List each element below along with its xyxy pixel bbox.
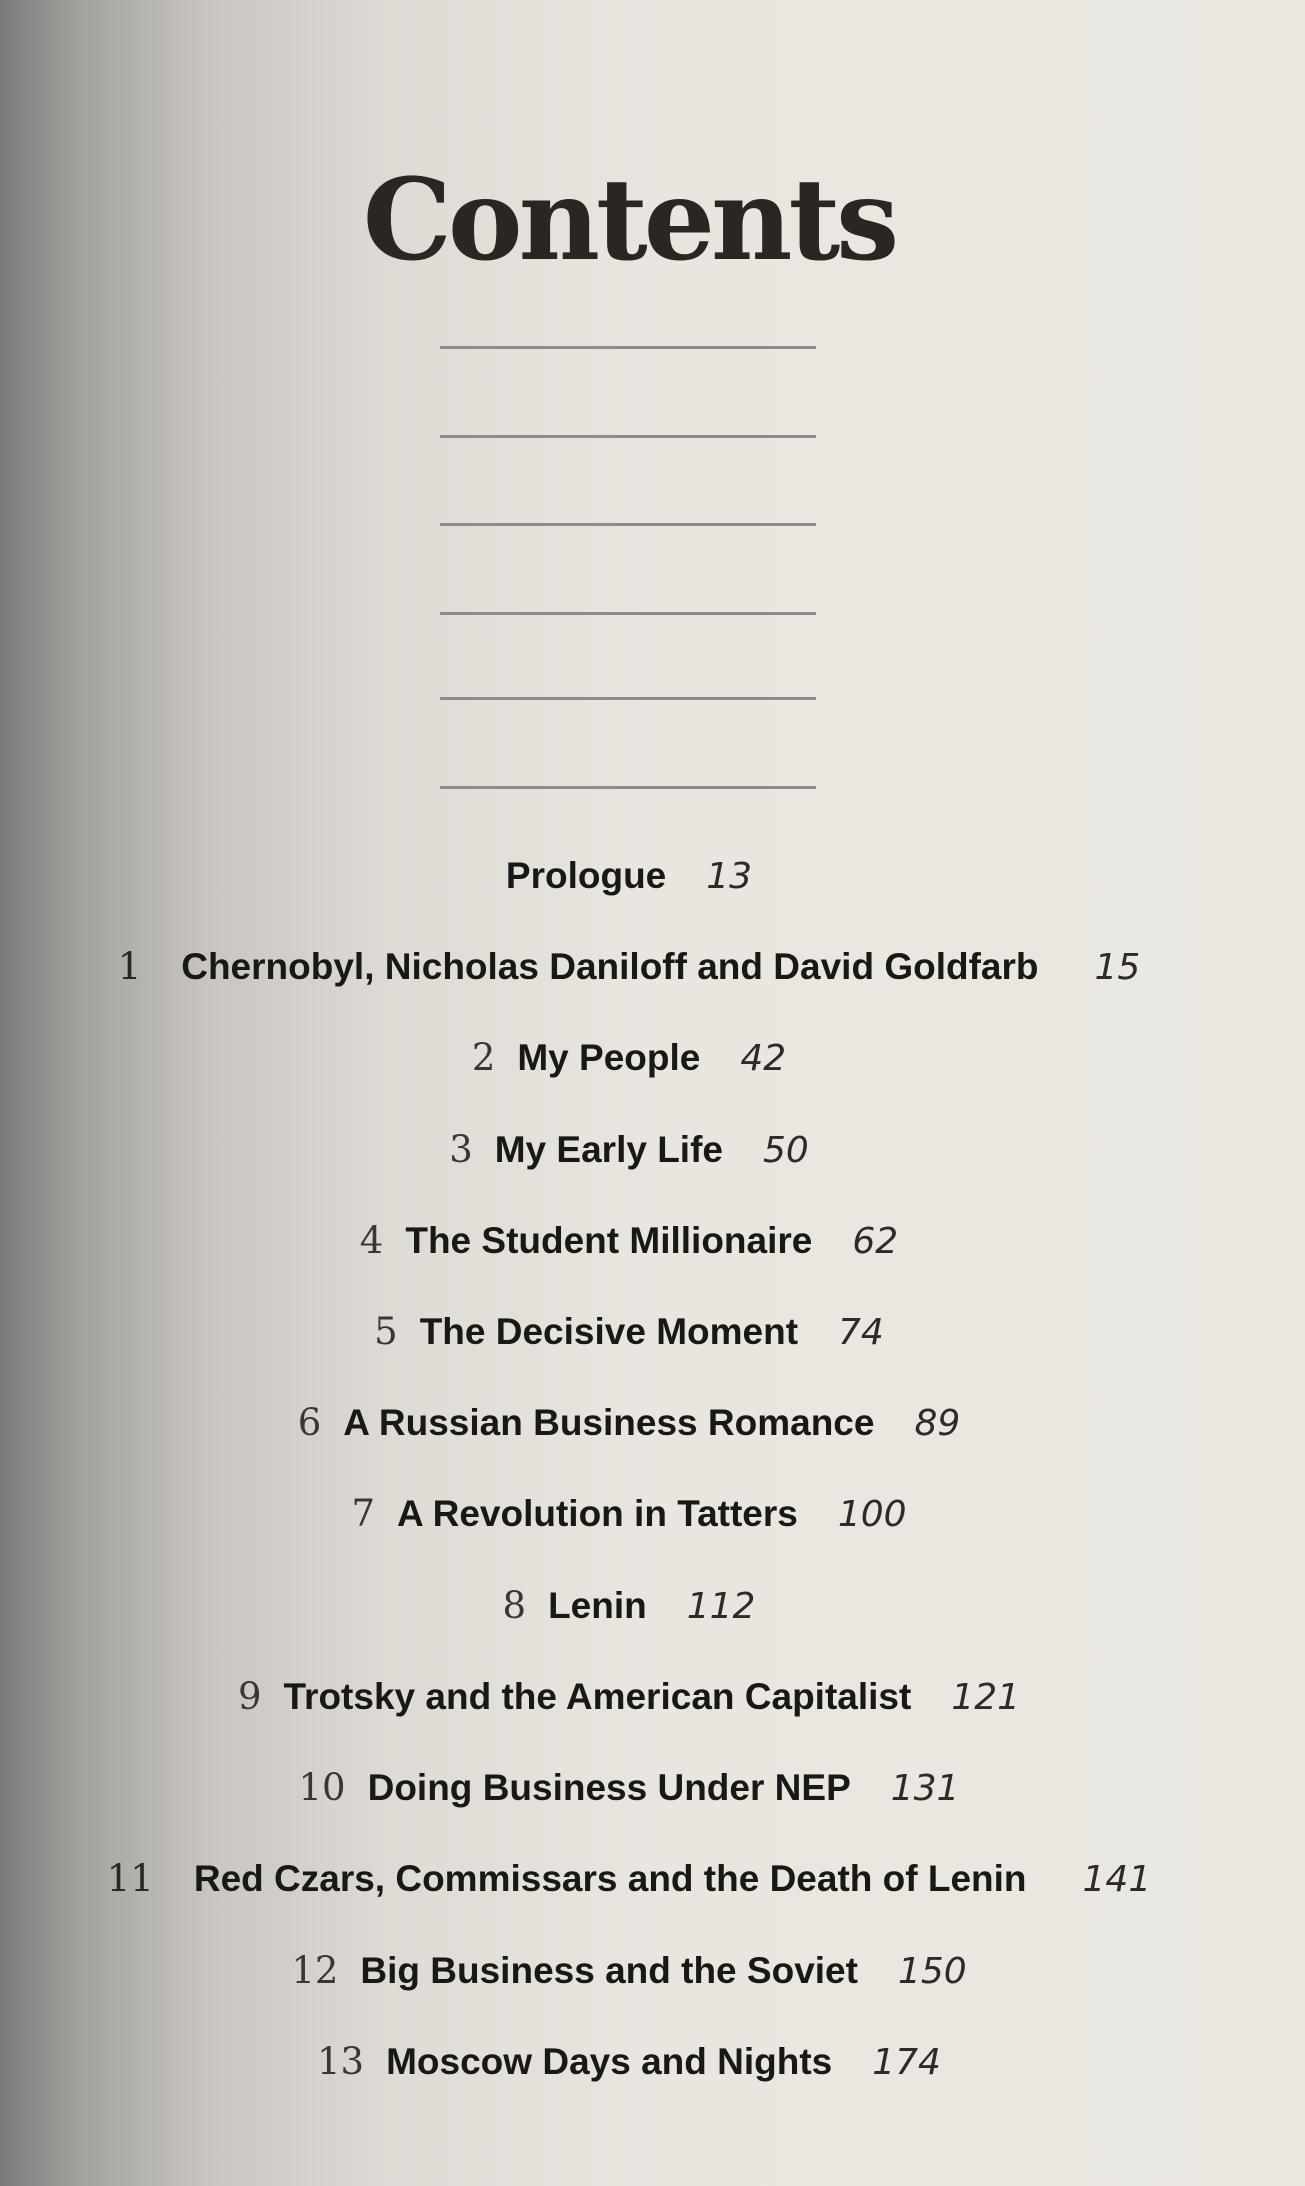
toc-number: 4 [359, 1219, 384, 1262]
toc-page: 174 [872, 2042, 941, 2083]
divider-rule [440, 523, 816, 526]
toc-number: 7 [351, 1492, 375, 1535]
toc-number: 10 [298, 1766, 346, 1809]
toc-page: 141 [1082, 1859, 1152, 1900]
toc-page: 42 [740, 1038, 787, 1079]
toc-page: 15 [1094, 947, 1141, 988]
toc-entry-chapter-12[interactable] [0, 1941, 1258, 2001]
toc-entry-chapter-8[interactable] [0, 1576, 1258, 1636]
toc-page: 74 [838, 1312, 884, 1353]
toc-page: 100 [837, 1494, 907, 1535]
toc-entry-chapter-3[interactable] [0, 1120, 1258, 1180]
toc-title: Doing Business Under NEP [367, 1767, 851, 1808]
toc-title: My People [517, 1037, 701, 1078]
toc-page: 89 [914, 1403, 961, 1444]
toc-title: Trotsky and the American Capitalist [283, 1676, 912, 1717]
toc-entry-prologue[interactable] [0, 846, 1258, 906]
toc-number: 5 [374, 1310, 398, 1353]
toc-entry-chapter-9[interactable] [0, 1667, 1258, 1727]
toc-number: 12 [291, 1949, 339, 1992]
toc-title: Moscow Days and Nights [386, 2041, 833, 2082]
toc-page: 13 [706, 856, 753, 897]
toc-title: Red Czars, Commissars and the Death of Lenin [193, 1858, 1027, 1899]
divider-rule [440, 346, 816, 349]
toc-entry-chapter-5[interactable] [0, 1302, 1258, 1362]
toc-title: The Student Millionaire [405, 1220, 813, 1261]
toc-page: 121 [951, 1677, 1021, 1718]
toc-number: 2 [471, 1036, 496, 1079]
toc-entry-chapter-4[interactable] [0, 1211, 1258, 1271]
toc-number: 6 [297, 1401, 322, 1444]
toc-title: A Russian Business Romance [343, 1402, 875, 1443]
toc-title: Lenin [548, 1585, 647, 1626]
toc-number: 3 [449, 1128, 473, 1171]
toc-entry-chapter-1[interactable] [0, 937, 1258, 997]
divider-rule [440, 435, 816, 438]
divider-rule [440, 786, 816, 789]
toc-title: Big Business and the Soviet [360, 1950, 858, 1991]
divider-rule [440, 697, 816, 700]
toc-entry-chapter-6[interactable] [0, 1393, 1258, 1453]
toc-page: 62 [852, 1221, 899, 1262]
toc-page: 50 [763, 1130, 809, 1171]
toc-number: 9 [237, 1675, 262, 1718]
toc-entry-chapter-13[interactable] [0, 2032, 1258, 2092]
toc-number: 1 [117, 945, 142, 988]
divider-rule [440, 612, 816, 615]
toc-title: A Revolution in Tatters [396, 1493, 798, 1534]
toc-entry-chapter-10[interactable] [0, 1758, 1258, 1818]
toc-page: 150 [897, 1951, 967, 1992]
toc-entry-chapter-7[interactable] [0, 1484, 1258, 1544]
toc-title: My Early Life [494, 1129, 723, 1170]
toc-number: 13 [317, 2040, 365, 2083]
page-title: Contents [362, 155, 896, 286]
toc-page: 112 [686, 1586, 756, 1627]
toc-page: 131 [890, 1768, 960, 1809]
toc-title: Prologue [505, 855, 667, 896]
toc-number: 11 [106, 1857, 154, 1900]
toc-entry-chapter-11[interactable] [0, 1849, 1258, 1909]
toc-number: 8 [502, 1584, 527, 1627]
toc-title: Chernobyl, Nicholas Daniloff and David Goldfarb [181, 946, 1039, 987]
toc-entry-chapter-2[interactable] [0, 1028, 1258, 1088]
toc-title: The Decisive Moment [419, 1311, 799, 1352]
